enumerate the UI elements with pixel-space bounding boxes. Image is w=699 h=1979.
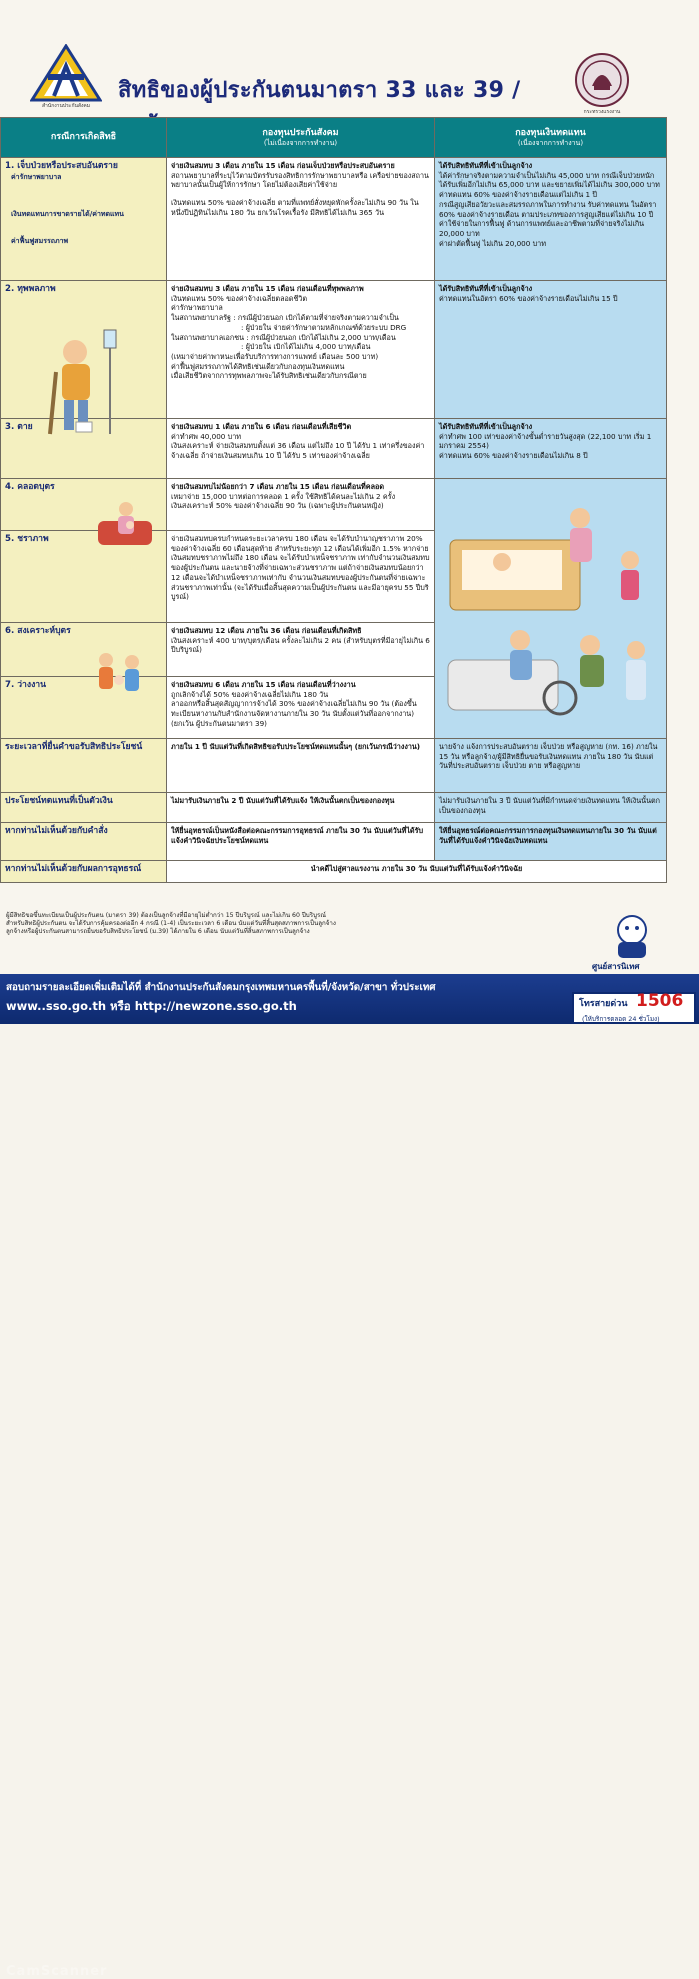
table-row — [1, 823, 667, 861]
row8-label: ระยะเวลาที่ยื่นคำขอรับสิทธิประโยชน์ — [5, 742, 143, 752]
row1-c2-line: เงินทดแทน 50% ของค่าจ้างเฉลี่ย ตามที่แพทย์สั่งหยุดพักครั้งละไม่เกิน 90 วัน ในหนึ่งปีปฏิทินไม่เกิน 180 วัน ยกเว้นโรคเรื้อรัง มีสิทธิได้ไม่เกิน 365 วัน — [171, 198, 419, 217]
row2-c3-head: ได้รับสิทธิทันทีที่เข้าเป็นลูกจ้าง — [439, 284, 533, 293]
col-header-social-security — [167, 118, 435, 158]
row1-item: ค่าฟื้นฟูสมรรถภาพ — [11, 237, 69, 246]
col2-subtitle: (ไม่เนื่องจากการทำงาน) — [263, 138, 338, 147]
row2-c2-line: ในสถานพยาบาลเอกชน : กรณีผู้ป่วยนอก เบิกได้ไม่เกิน 2,000 บาท/เดือน — [171, 332, 396, 342]
footnote: ลูกจ้างหรือผู้ประกันตนสามารถยื่นขอรับสิทธิประโยชน์ (ม.39) ได้ภายใน 6 เดือน นับแต่วันที่สิ้นสภาพการเป็นลูกจ้าง — [6, 928, 310, 936]
row1-label: 1. เจ็บป่วยหรือประสบอันตราย — [5, 161, 118, 171]
row4-social-security — [167, 479, 435, 531]
col-header-compensation — [435, 118, 667, 158]
row2-c2-line: เมื่อเสียชีวิตจากการทุพพลภาพจะได้รับสิทธิเช่นเดียวกับกรณีตาย — [171, 371, 367, 381]
col3-title: กองทุนเงินทดแทน — [515, 127, 586, 138]
row2-c2-line: : ผู้ป่วยใน เบิกได้ไม่เกิน 4,000 บาท/เดือน — [241, 342, 371, 352]
row1-c3-line: ค่าทดแทน 60% ของค่าจ้างรายเดือนแต่ไม่เกิน 1 ปี — [439, 190, 597, 200]
col2-title: กองทุนประกันสังคม — [262, 127, 339, 138]
row3-c3-head: ได้รับสิทธิทันทีที่เข้าเป็นลูกจ้าง — [439, 422, 533, 431]
row9-c3: ไม่มารับเงินภายใน 3 ปี นับแต่วันที่มีกำหนดจ่ายเงินทดแทน ให้เงินนั้นตกเป็นของกองทุน — [439, 796, 661, 815]
page-title: สิทธิของผู้ประกันตนมาตรา 33 และ 39 / — [118, 78, 521, 103]
row7-c2-line: (ยกเว้น ผู้ประกันตนมาตรา 39) — [171, 718, 267, 728]
sso-logo-icon — [30, 44, 102, 104]
row10-social-security — [167, 823, 435, 861]
row7-label: 7. ว่างงาน — [5, 680, 46, 690]
table-header-row — [1, 118, 667, 158]
row6-social-security — [167, 623, 435, 677]
hotline-label: โทรสายด่วน — [579, 999, 628, 1009]
row10-case — [1, 823, 167, 861]
row3-c2-line: ค่าทำศพ 40,000 บาท — [171, 431, 241, 441]
family-illustration — [86, 650, 156, 702]
mascot-illustration — [604, 912, 660, 960]
row4-c2-line: เหมาจ่าย 15,000 บาทต่อการคลอด 1 ครั้ง ใช้สิทธิได้คนละไม่เกิน 2 ครั้ง — [171, 491, 396, 501]
row5-label: 5. ชราภาพ — [5, 534, 49, 544]
footnote: ผู้มีสิทธิขอขึ้นทะเบียนเป็นผู้ประกันตน (มาตรา 39) ต้องเป็นลูกจ้างที่มีอายุไม่ต่ำกว่า 15 ปีบริบูรณ์ และไม่เกิน 60 ปีบริบูรณ์ — [6, 912, 327, 919]
ministry-seal-icon — [572, 52, 632, 108]
row9-case — [1, 793, 167, 823]
row3-c3-line: ค่าทำศพ 100 เท่าของค่าจ้างขั้นต่ำรายวันสูงสุด (22,100 บาท เริ่ม 1 มกราคม 2554) — [439, 431, 652, 451]
row5-c2-text: จ่ายเงินสมทบครบกำหนดระยะเวลาครบ 180 เดือน จะได้รับบำนาญชราภาพ 20% ของค่าจ้างเฉลี่ย 60 เดือนสุดท้าย สำหรับระยะทุก 12 เดือนได้เพิ่มอีก 1.5% หากจ่ายเงินสมทบชราภาพไม่ถึง 180 เดือน จะได้รับบำเหน็จชราภาพ เท่ากับจำนวนเงินสมทบของผู้ประกันตน และนายจ้างที่จ่ายเฉพาะส่วนชราภาพ แต่ถ้าจ่ายเงินสมทบน้อยกว่า 12 เดือนจะได้บำเหน็จชราภาพเท่ากับ จำนวนเงินสมทบของผู้ประกันตนที่จ่ายเฉพาะส่วนชราภาพเท่านั้น (จะได้รับเมื่อสิ้นสุดความเป็นผู้ประกันตน และมีอายุครบ 55 ปีบริบูรณ์) — [171, 534, 430, 602]
row8-c2: ภายใน 1 ปี นับแต่วันที่เกิดสิทธิขอรับประโยชน์ทดแทนนั้นๆ (ยกเว้นกรณีว่างงาน) — [171, 742, 421, 751]
row8-social-security — [167, 739, 435, 793]
row11-case — [1, 861, 167, 883]
sso-logo-caption: สำนักงานประกันสังคม — [41, 103, 91, 109]
footer-contact-line: สอบถามรายละเอียดเพิ่มเติมได้ที่ สำนักงานประกันสังคมกรุงเทพมหานครพื้นที่/จังหวัด/สาขา ทั่วประเทศ — [6, 982, 436, 993]
row11-c23: นำคดีไปสู่ศาลแรงงาน ภายใน 30 วัน นับแต่วันที่ได้รับแจ้งคำวินิจฉัย — [310, 864, 523, 873]
row1-c3-head: ได้รับสิทธิทันทีที่เข้าเป็นลูกจ้าง — [439, 161, 533, 170]
row3-label: 3. ตาย — [5, 422, 33, 432]
row1-case — [1, 158, 167, 281]
row1-c3-line: ได้ค่ารักษาจริงตามความจำเป็นไม่เกิน 45,000 บาท กรณีเจ็บป่วยหนักได้รับเพิ่มอีกไม่เกิน 65,000 บาท และขยายเพิ่มได้ไม่เกิน 300,000 บาท — [439, 170, 660, 190]
row3-compensation — [435, 419, 667, 479]
row4-c2-head: จ่ายเงินสมทบไม่น้อยกว่า 7 เดือน ภายใน 15 เดือน ก่อนเดือนที่คลอด — [171, 482, 384, 491]
row7-c2-head: จ่ายเงินสมทบ 6 เดือน ภายใน 15 เดือน ก่อนเดือนที่ว่างงาน — [171, 680, 356, 689]
row5-social-security — [167, 531, 435, 623]
row1-social-security — [167, 158, 435, 281]
mother-baby-illustration — [96, 499, 154, 549]
row1-c2-line: สถานพยาบาลที่ระบุไว้ตามบัตรรับรองสิทธิการรักษาพยาบาลหรือ เครือข่ายของสถานพยาบาลนั้นเป็นผู้ให้การรักษา โดยไม่ต้องเสียค่าใช้จ่าย — [171, 170, 429, 190]
row1-c3-line: กรณีสูญเสียอวัยวะและสมรรถภาพในการทำงาน รับค่าทดแทน ในอัตรา 60% ของค่าจ้างรายเดือน ตามประเภทของการสูญเสียแต่ไม่เกิน 10 ปี — [439, 199, 657, 219]
table-row — [1, 739, 667, 793]
row8-c3: นายจ้าง แจ้งการประสบอันตราย เจ็บป่วย หรือสูญหาย (กท. 16) ภายใน 15 วัน หรือลูกจ้าง/ผู้มีสิทธิยื่นขอรับเงินทดแทน ภายใน 180 วัน นับแต่วันที่ประสบอันตราย เจ็บป่วย ตาย หรือสูญหาย — [439, 742, 658, 771]
row1-c3-line: ค่าใช้จ่ายในการฟื้นฟู ด้านการแพทย์และอาชีพตามที่จ่ายจริงไม่เกิน 20,000 บาท — [439, 219, 645, 239]
sso-logo — [30, 44, 102, 112]
row10-c3: ให้ยื่นอุทธรณ์ต่อคณะกรรมการกองทุนเงินทดแทนภายใน 30 วัน นับแต่วันที่ได้รับแจ้งคำวินิจฉัยเงินทดแทน — [439, 826, 657, 845]
row6-c2-line: เงินสงเคราะห์ 400 บาท/บุตร/เดือน ครั้งละไม่เกิน 2 คน (สำหรับบุตรที่มีอายุไม่เกิน 6 ปีบริบูรณ์) — [171, 635, 430, 655]
hospital-scene-illustration — [440, 500, 662, 728]
hotline-box — [572, 992, 696, 1024]
row9-social-security — [167, 793, 435, 823]
row1-c3-line: ค่าผ่าตัดฟื้นฟู ไม่เกิน 20,000 บาท — [439, 238, 546, 248]
row1-c2-head: จ่ายเงินสมทบ 3 เดือน ภายใน 15 เดือน ก่อนเจ็บป่วยหรือประสบอันตราย — [171, 161, 395, 170]
row11-joint — [167, 861, 667, 883]
row1-item: เงินทดแทนการขาดรายได้/ค่าทดแทน — [11, 210, 124, 219]
row3-c3-line: ค่าทดแทน 60% ของค่าจ้างรายเดือนไม่เกิน 8 ปี — [439, 451, 588, 461]
table-row — [1, 793, 667, 823]
row3-c2-head: จ่ายเงินสมทบ 1 เดือน ภายใน 6 เดือน ก่อนเดือนที่เสียชีวิต — [171, 422, 352, 431]
row2-c2-line: ค่าฟื้นฟูสมรรถภาพได้สิทธิเช่นเดียวกับกองทุนเงินทดแทน — [171, 361, 345, 371]
row2-c2-line: ในสถานพยาบาลรัฐ : กรณีผู้ป่วยนอก เบิกได้ตามที่จ่ายจริงตามความจำเป็น — [171, 313, 399, 323]
table-row — [1, 861, 667, 883]
row11-label: หากท่านไม่เห็นด้วยกับผลการอุทธรณ์ — [5, 864, 142, 874]
hotline-hours: (ให้บริการตลอด 24 ชั่วโมง) — [582, 1015, 660, 1023]
row2-c2-line: (เหมาจ่ายค่าพาหนะเพื่อรับบริการทางการแพทย์ เดือนละ 500 บาท) — [171, 352, 379, 362]
row8-case — [1, 739, 167, 793]
row6-label: 6. สงเคราะห์บุตร — [5, 626, 71, 636]
row2-c2-line: : ผู้ป่วยใน จ่ายค่ารักษาตามหลักเกณฑ์ด้วยระบบ DRG — [241, 322, 407, 332]
row1-compensation — [435, 158, 667, 281]
row2-c2-line: ค่ารักษาพยาบาล — [171, 303, 223, 313]
table-row — [1, 158, 667, 281]
ministry-seal — [572, 52, 632, 116]
row7-c2-line: ถูกเลิกจ้างได้ 50% ของค่าจ้างเฉลี่ยไม่เกิน 180 วัน — [171, 689, 329, 699]
row2-social-security — [167, 281, 435, 419]
row2-c3-line: ค่าทดแทนในอัตรา 60% ของค่าจ้างรายเดือนไม่เกิน 15 ปี — [439, 293, 618, 303]
hotline-number: 1506 — [636, 991, 684, 1011]
row10-compensation — [435, 823, 667, 861]
row10-c2: ให้ยื่นอุทธรณ์เป็นหนังสือต่อคณะกรรมการอุทธรณ์ ภายใน 30 วัน นับแต่วันที่ได้รับแจ้งคำวินิจฉัยประโยชน์ทดแทน — [171, 826, 424, 845]
footnote: สำหรับสิทธิผู้ประกันตน จะได้รับการคุ้มครองต่ออีก 4 กรณี (1-4) เป็นระยะเวลา 6 เดือน นับแต่วันที่สิ้นสุดสภาพการเป็นลูกจ้าง — [6, 920, 336, 928]
row3-social-security — [167, 419, 435, 479]
ministry-seal-caption: กระทรวงแรงงาน — [583, 109, 621, 115]
row4-label: 4. คลอดบุตร — [5, 482, 55, 492]
row7-c2-line: ลาออกหรือสิ้นสุดสัญญาการจ้างได้ 30% ของค่าจ้างเฉลี่ยไม่เกิน 90 วัน (ต้องขึ้นทะเบียนหางานกับสำนักงานจัดหางานภายใน 30 วัน นับตั้งแต่วันที่ออกจากงาน) — [171, 699, 417, 719]
row8-compensation — [435, 739, 667, 793]
row10-label: หากท่านไม่เห็นด้วยกับคำสั่ง — [5, 826, 108, 836]
header — [0, 0, 699, 118]
row1-item: ค่ารักษาพยาบาล — [11, 172, 62, 181]
row3-c2-line: เงินสงเคราะห์ จ่ายเงินสมทบตั้งแต่ 36 เดือน แต่ไม่ถึง 10 ปี ได้รับ 1 เท่าครึ่งของค่าจ้างเฉลี่ย ถ้าจ่ายเงินสมทบเกิน 10 ปี ได้รับ 5 เท่าของค่าจ้างเฉลี่ย — [171, 441, 425, 461]
row9-c2: ไม่มารับเงินภายใน 2 ปี นับแต่วันที่ได้รับแจ้ง ให้เงินนั้นตกเป็นของกองทุน — [171, 796, 395, 805]
scanner-watermark: CamScanner — [6, 1964, 108, 1979]
row9-compensation — [435, 793, 667, 823]
footer-website-line[interactable]: www..sso.go.th หรือ http://newzone.sso.go.th — [6, 999, 297, 1013]
row9-label: ประโยชน์ทดแทนที่เป็นตัวเงิน — [5, 796, 113, 806]
row2-c2-head: จ่ายเงินสมทบ 3 เดือน ภายใน 15 เดือน ก่อนเดือนที่ทุพพลภาพ — [171, 284, 364, 293]
row2-compensation — [435, 281, 667, 419]
row6-c2-head: จ่ายเงินสมทบ 12 เดือน ภายใน 36 เดือน ก่อนเดือนที่เกิดสิทธิ — [171, 626, 362, 635]
info-center-label: ศูนย์สารนิเทศ — [592, 962, 640, 971]
row7-social-security — [167, 677, 435, 739]
row2-label: 2. ทุพพลภาพ — [5, 284, 56, 294]
row2-c2-line: เงินทดแทน 50% ของค่าจ้างเฉลี่ยตลอดชีวิต — [171, 293, 308, 303]
disabled-person-illustration — [20, 322, 140, 442]
col-header-case: กรณีการเกิดสิทธิ — [1, 118, 167, 158]
row4-c2-line: เงินสงเคราะห์ 50% ของค่าจ้างเฉลี่ย 90 วัน (เฉพาะผู้ประกันตนหญิง) — [171, 501, 384, 511]
footnotes — [6, 912, 566, 936]
col3-subtitle: (เนื่องจากการทำงาน) — [517, 138, 584, 147]
